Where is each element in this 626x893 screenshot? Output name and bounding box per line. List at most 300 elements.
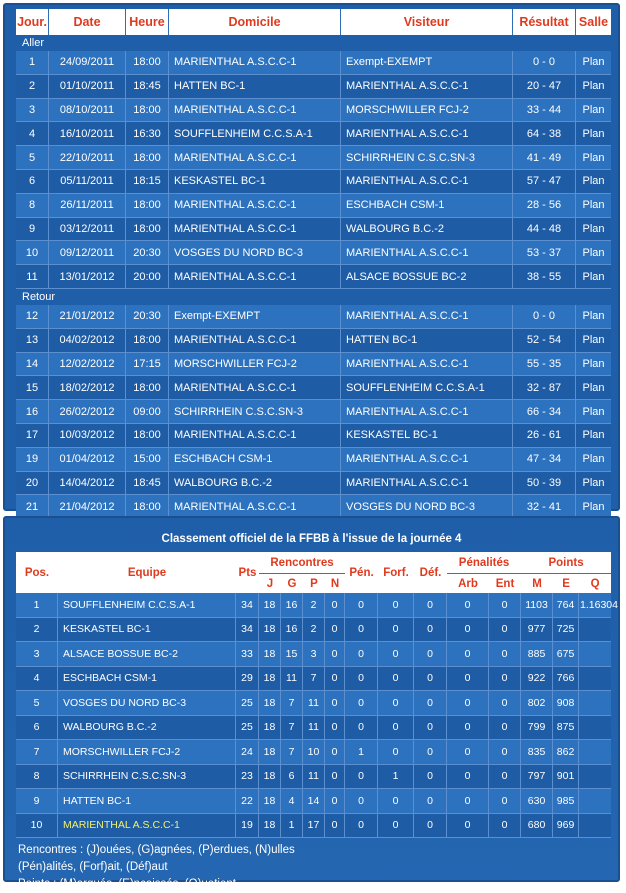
standing-j: 18 xyxy=(259,765,281,790)
match-domicile: MARIENTHAL A.S.C.C-1 xyxy=(169,194,341,218)
col-pen-header: Pén. xyxy=(345,552,378,593)
match-domicile: ESCHBACH CSM-1 xyxy=(169,448,341,472)
standing-pts: 34 xyxy=(236,618,259,643)
standing-pts: 22 xyxy=(236,789,259,814)
aller-section xyxy=(16,35,611,51)
standing-n: 0 xyxy=(325,691,345,716)
standing-j: 18 xyxy=(259,618,281,643)
standing-g: 11 xyxy=(281,667,303,692)
match-visiteur: Exempt-EXEMPT xyxy=(341,51,513,75)
standings-table xyxy=(16,552,618,838)
standing-ent: 0 xyxy=(489,691,521,716)
col-j-header: J xyxy=(259,574,281,593)
standing-pen: 0 xyxy=(345,716,378,741)
match-heure: 20:00 xyxy=(126,265,169,289)
standing-q xyxy=(579,789,611,814)
standing-arb: 0 xyxy=(447,667,489,692)
match-resultat: 20 - 47 xyxy=(513,75,576,99)
match-date: 18/02/2012 xyxy=(49,376,126,400)
match-jour: 17 xyxy=(16,424,49,448)
standing-equipe: WALBOURG B.C.-2 xyxy=(58,716,236,741)
salle-plan-link[interactable]: Plan xyxy=(576,353,611,377)
salle-plan-link[interactable]: Plan xyxy=(576,51,611,75)
match-domicile: MARIENTHAL A.S.C.C-1 xyxy=(169,424,341,448)
standing-n: 0 xyxy=(325,716,345,741)
match-jour: 8 xyxy=(16,194,49,218)
standing-arb: 0 xyxy=(447,740,489,765)
match-domicile: MARIENTHAL A.S.C.C-1 xyxy=(169,146,341,170)
standing-def: 0 xyxy=(414,618,447,643)
standing-arb: 0 xyxy=(447,691,489,716)
standing-ent: 0 xyxy=(489,593,521,618)
col-jour-header: Jour. xyxy=(16,9,49,35)
salle-plan-link[interactable]: Plan xyxy=(576,218,611,242)
standing-pts: 33 xyxy=(236,642,259,667)
salle-plan-link[interactable]: Plan xyxy=(576,99,611,123)
standing-pos: 8 xyxy=(16,765,58,790)
col-salle-header: Salle xyxy=(576,9,611,35)
standing-m: 977 xyxy=(521,618,553,643)
standing-arb: 0 xyxy=(447,814,489,839)
standing-def: 0 xyxy=(414,765,447,790)
match-date: 01/10/2011 xyxy=(49,75,126,99)
standing-forf: 0 xyxy=(378,691,414,716)
salle-plan-link[interactable]: Plan xyxy=(576,495,611,519)
salle-plan-link[interactable]: Plan xyxy=(576,194,611,218)
match-date: 24/09/2011 xyxy=(49,51,126,75)
standing-g: 4 xyxy=(281,789,303,814)
col-p-header: P xyxy=(303,574,325,593)
standing-pos: 9 xyxy=(16,789,58,814)
standing-def: 0 xyxy=(414,814,447,839)
match-domicile: VOSGES DU NORD BC-3 xyxy=(169,241,341,265)
match-date: 10/03/2012 xyxy=(49,424,126,448)
salle-plan-link[interactable]: Plan xyxy=(576,75,611,99)
match-visiteur: MORSCHWILLER FCJ-2 xyxy=(341,99,513,123)
standing-forf: 0 xyxy=(378,642,414,667)
match-row xyxy=(16,472,611,496)
salle-plan-link[interactable]: Plan xyxy=(576,472,611,496)
standing-forf: 0 xyxy=(378,814,414,839)
standing-arb: 0 xyxy=(447,593,489,618)
standing-p: 11 xyxy=(303,765,325,790)
match-heure: 16:30 xyxy=(126,122,169,146)
standing-p: 2 xyxy=(303,618,325,643)
match-jour: 12 xyxy=(16,305,49,329)
match-date: 22/10/2011 xyxy=(49,146,126,170)
match-heure: 18:00 xyxy=(126,99,169,123)
standing-arb: 0 xyxy=(447,789,489,814)
standing-equipe: HATTEN BC-1 xyxy=(58,789,236,814)
match-row xyxy=(16,218,611,242)
standing-p: 7 xyxy=(303,667,325,692)
standing-equipe: SOUFFLENHEIM C.C.S.A-1 xyxy=(58,593,236,618)
standing-pen: 0 xyxy=(345,642,378,667)
match-resultat: 47 - 34 xyxy=(513,448,576,472)
salle-plan-link[interactable]: Plan xyxy=(576,400,611,424)
standings-header-row-1 xyxy=(16,552,611,574)
standings-panel xyxy=(3,516,620,890)
standing-n: 0 xyxy=(325,740,345,765)
standing-q: 1.16304 xyxy=(579,593,611,618)
standing-forf: 0 xyxy=(378,593,414,618)
standing-def: 0 xyxy=(414,667,447,692)
standing-pen: 0 xyxy=(345,667,378,692)
standings-title: Classement officiel de la FFBB à l'issue de la journée 4 xyxy=(161,533,462,545)
standing-e: 875 xyxy=(553,716,579,741)
match-row xyxy=(16,241,611,265)
standing-g: 16 xyxy=(281,618,303,643)
match-row xyxy=(16,376,611,400)
match-domicile: MARIENTHAL A.S.C.C-1 xyxy=(169,329,341,353)
match-heure: 18:15 xyxy=(126,170,169,194)
match-jour: 1 xyxy=(16,51,49,75)
match-heure: 18:00 xyxy=(126,51,169,75)
standing-n: 0 xyxy=(325,667,345,692)
salle-plan-link[interactable]: Plan xyxy=(576,329,611,353)
match-jour: 4 xyxy=(16,122,49,146)
standing-def: 0 xyxy=(414,789,447,814)
col-equipe-header: Equipe xyxy=(58,552,236,593)
match-heure: 15:00 xyxy=(126,448,169,472)
standing-arb: 0 xyxy=(447,716,489,741)
standing-j: 18 xyxy=(259,642,281,667)
match-resultat: 28 - 56 xyxy=(513,194,576,218)
standing-pos: 10 xyxy=(16,814,58,839)
standing-arb: 0 xyxy=(447,618,489,643)
standing-forf: 0 xyxy=(378,740,414,765)
match-jour: 13 xyxy=(16,329,49,353)
legend-line: Points : (M)arqués, (E)ncaissés, (Q)uotient xyxy=(18,878,236,890)
match-resultat: 0 - 0 xyxy=(513,305,576,329)
match-date: 03/12/2011 xyxy=(49,218,126,242)
match-heure: 20:30 xyxy=(126,241,169,265)
match-resultat: 64 - 38 xyxy=(513,122,576,146)
match-resultat: 41 - 49 xyxy=(513,146,576,170)
standing-pts: 29 xyxy=(236,667,259,692)
salle-plan-link[interactable]: Plan xyxy=(576,146,611,170)
match-visiteur: ALSACE BOSSUE BC-2 xyxy=(341,265,513,289)
standing-equipe: MORSCHWILLER FCJ-2 xyxy=(58,740,236,765)
standing-m: 885 xyxy=(521,642,553,667)
standing-def: 0 xyxy=(414,716,447,741)
col-e-header: E xyxy=(553,574,579,593)
standings-row xyxy=(16,691,611,716)
legend-line: Rencontres : (J)ouées, (G)agnées, (P)erdues, (N)ulles xyxy=(18,844,295,856)
standing-g: 6 xyxy=(281,765,303,790)
match-visiteur: KESKASTEL BC-1 xyxy=(341,424,513,448)
standings-row xyxy=(16,667,611,692)
match-date: 26/11/2011 xyxy=(49,194,126,218)
match-date: 09/12/2011 xyxy=(49,241,126,265)
match-jour: 16 xyxy=(16,400,49,424)
match-visiteur: WALBOURG B.C.-2 xyxy=(341,218,513,242)
standing-ent: 0 xyxy=(489,618,521,643)
standing-p: 11 xyxy=(303,691,325,716)
standing-forf: 0 xyxy=(378,618,414,643)
match-resultat: 0 - 0 xyxy=(513,51,576,75)
standing-n: 0 xyxy=(325,642,345,667)
match-date: 04/02/2012 xyxy=(49,329,126,353)
match-jour: 5 xyxy=(16,146,49,170)
rencontres-group-header: Rencontres xyxy=(259,552,345,574)
match-jour: 21 xyxy=(16,495,49,519)
match-resultat: 32 - 87 xyxy=(513,376,576,400)
standings-row xyxy=(16,814,611,839)
salle-plan-link[interactable]: Plan xyxy=(576,448,611,472)
match-visiteur: SOUFFLENHEIM C.C.S.A-1 xyxy=(341,376,513,400)
standing-ent: 0 xyxy=(489,765,521,790)
match-visiteur: ESCHBACH CSM-1 xyxy=(341,194,513,218)
match-domicile: Exempt-EXEMPT xyxy=(169,305,341,329)
standing-g: 7 xyxy=(281,740,303,765)
match-jour: 9 xyxy=(16,218,49,242)
match-row xyxy=(16,146,611,170)
salle-plan-link[interactable]: Plan xyxy=(576,170,611,194)
standing-m: 922 xyxy=(521,667,553,692)
standing-p: 3 xyxy=(303,642,325,667)
standings-row xyxy=(16,642,611,667)
match-resultat: 57 - 47 xyxy=(513,170,576,194)
match-visiteur: MARIENTHAL A.S.C.C-1 xyxy=(341,241,513,265)
match-row xyxy=(16,448,611,472)
match-date: 13/01/2012 xyxy=(49,265,126,289)
standing-pos: 1 xyxy=(16,593,58,618)
salle-plan-link[interactable]: Plan xyxy=(576,241,611,265)
match-domicile: KESKASTEL BC-1 xyxy=(169,170,341,194)
standing-q xyxy=(579,618,611,643)
match-row xyxy=(16,99,611,123)
standing-e: 862 xyxy=(553,740,579,765)
match-visiteur: MARIENTHAL A.S.C.C-1 xyxy=(341,170,513,194)
match-date: 14/04/2012 xyxy=(49,472,126,496)
col-date-header: Date xyxy=(49,9,126,35)
standing-q xyxy=(579,765,611,790)
standing-m: 1103 xyxy=(521,593,553,618)
match-domicile: HATTEN BC-1 xyxy=(169,75,341,99)
col-pos-header: Pos. xyxy=(16,552,58,593)
match-domicile: MARIENTHAL A.S.C.C-1 xyxy=(169,265,341,289)
match-row xyxy=(16,170,611,194)
standing-pos: 3 xyxy=(16,642,58,667)
aller-section-label: Aller xyxy=(22,37,45,49)
match-row xyxy=(16,122,611,146)
standing-ent: 0 xyxy=(489,716,521,741)
standing-e: 908 xyxy=(553,691,579,716)
standing-forf: 0 xyxy=(378,716,414,741)
standing-n: 0 xyxy=(325,618,345,643)
standing-pen: 0 xyxy=(345,593,378,618)
retour-section xyxy=(16,289,611,305)
match-jour: 19 xyxy=(16,448,49,472)
match-resultat: 26 - 61 xyxy=(513,424,576,448)
match-heure: 18:45 xyxy=(126,472,169,496)
standing-m: 799 xyxy=(521,716,553,741)
standing-def: 0 xyxy=(414,642,447,667)
standing-forf: 1 xyxy=(378,765,414,790)
standing-pen: 0 xyxy=(345,765,378,790)
match-heure: 20:30 xyxy=(126,305,169,329)
standing-e: 985 xyxy=(553,789,579,814)
standing-def: 0 xyxy=(414,691,447,716)
standing-equipe: ESCHBACH CSM-1 xyxy=(58,667,236,692)
match-heure: 18:00 xyxy=(126,218,169,242)
match-jour: 11 xyxy=(16,265,49,289)
standing-pts: 25 xyxy=(236,716,259,741)
match-heure: 18:00 xyxy=(126,146,169,170)
standing-q xyxy=(579,691,611,716)
match-row xyxy=(16,329,611,353)
salle-plan-link[interactable]: Plan xyxy=(576,424,611,448)
standing-forf: 0 xyxy=(378,789,414,814)
col-arb-header: Arb xyxy=(447,574,489,593)
col-ent-header: Ent xyxy=(489,574,521,593)
match-visiteur: MARIENTHAL A.S.C.C-1 xyxy=(341,472,513,496)
standing-def: 0 xyxy=(414,740,447,765)
match-date: 21/04/2012 xyxy=(49,495,126,519)
match-jour: 6 xyxy=(16,170,49,194)
match-jour: 14 xyxy=(16,353,49,377)
match-row xyxy=(16,424,611,448)
match-heure: 18:45 xyxy=(126,75,169,99)
standing-g: 15 xyxy=(281,642,303,667)
standing-ent: 0 xyxy=(489,740,521,765)
standing-j: 18 xyxy=(259,691,281,716)
match-resultat: 44 - 48 xyxy=(513,218,576,242)
col-visiteur-header: Visiteur xyxy=(341,9,513,35)
standing-pen: 0 xyxy=(345,789,378,814)
col-n-header: N xyxy=(325,574,345,593)
standings-row xyxy=(16,593,611,618)
standing-g: 1 xyxy=(281,814,303,839)
standing-forf: 0 xyxy=(378,667,414,692)
points-group-header: Points xyxy=(521,552,611,574)
standing-m: 630 xyxy=(521,789,553,814)
match-date: 21/01/2012 xyxy=(49,305,126,329)
standing-q xyxy=(579,642,611,667)
match-domicile: MARIENTHAL A.S.C.C-1 xyxy=(169,376,341,400)
standing-q xyxy=(579,740,611,765)
standing-n: 0 xyxy=(325,789,345,814)
standing-m: 835 xyxy=(521,740,553,765)
standings-legend xyxy=(5,838,618,893)
standing-ent: 0 xyxy=(489,667,521,692)
standing-p: 14 xyxy=(303,789,325,814)
standing-pts: 34 xyxy=(236,593,259,618)
match-visiteur: MARIENTHAL A.S.C.C-1 xyxy=(341,353,513,377)
standing-p: 17 xyxy=(303,814,325,839)
standing-pos: 2 xyxy=(16,618,58,643)
match-date: 05/11/2011 xyxy=(49,170,126,194)
standing-q xyxy=(579,814,611,839)
match-date: 01/04/2012 xyxy=(49,448,126,472)
match-jour: 15 xyxy=(16,376,49,400)
standing-pos: 6 xyxy=(16,716,58,741)
salle-plan-link[interactable]: Plan xyxy=(576,122,611,146)
standing-g: 7 xyxy=(281,691,303,716)
match-visiteur: MARIENTHAL A.S.C.C-1 xyxy=(341,305,513,329)
match-row xyxy=(16,305,611,329)
standing-e: 675 xyxy=(553,642,579,667)
standing-p: 2 xyxy=(303,593,325,618)
standing-pen: 0 xyxy=(345,618,378,643)
standing-e: 725 xyxy=(553,618,579,643)
standing-q xyxy=(579,667,611,692)
standing-m: 680 xyxy=(521,814,553,839)
match-visiteur: SCHIRRHEIN C.S.C.SN-3 xyxy=(341,146,513,170)
match-heure: 18:00 xyxy=(126,329,169,353)
standing-def: 0 xyxy=(414,593,447,618)
standings-row xyxy=(16,789,611,814)
match-domicile: SOUFFLENHEIM C.C.S.A-1 xyxy=(169,122,341,146)
salle-plan-link[interactable]: Plan xyxy=(576,305,611,329)
match-visiteur: MARIENTHAL A.S.C.C-1 xyxy=(341,400,513,424)
standing-pts: 25 xyxy=(236,691,259,716)
match-heure: 09:00 xyxy=(126,400,169,424)
standing-j: 18 xyxy=(259,814,281,839)
match-heure: 18:00 xyxy=(126,495,169,519)
col-resultat-header: Résultat xyxy=(513,9,576,35)
match-visiteur: MARIENTHAL A.S.C.C-1 xyxy=(341,75,513,99)
match-resultat: 53 - 37 xyxy=(513,241,576,265)
standing-j: 18 xyxy=(259,740,281,765)
standing-g: 16 xyxy=(281,593,303,618)
standing-pen: 0 xyxy=(345,691,378,716)
match-domicile: MARIENTHAL A.S.C.C-1 xyxy=(169,218,341,242)
standings-row xyxy=(16,716,611,741)
standing-pts: 19 xyxy=(236,814,259,839)
match-resultat: 66 - 34 xyxy=(513,400,576,424)
standing-pen: 0 xyxy=(345,814,378,839)
standing-p: 10 xyxy=(303,740,325,765)
standing-j: 18 xyxy=(259,593,281,618)
match-heure: 18:00 xyxy=(126,194,169,218)
standings-row xyxy=(16,618,611,643)
match-visiteur: MARIENTHAL A.S.C.C-1 xyxy=(341,448,513,472)
match-jour: 2 xyxy=(16,75,49,99)
match-jour: 10 xyxy=(16,241,49,265)
standing-e: 901 xyxy=(553,765,579,790)
standing-n: 0 xyxy=(325,765,345,790)
match-domicile: MORSCHWILLER FCJ-2 xyxy=(169,353,341,377)
standing-n: 0 xyxy=(325,814,345,839)
col-domicile-header: Domicile xyxy=(169,9,341,35)
standing-equipe: KESKASTEL BC-1 xyxy=(58,618,236,643)
standing-m: 802 xyxy=(521,691,553,716)
standing-n: 0 xyxy=(325,593,345,618)
match-domicile: MARIENTHAL A.S.C.C-1 xyxy=(169,51,341,75)
match-domicile: MARIENTHAL A.S.C.C-1 xyxy=(169,495,341,519)
schedule-header-row xyxy=(16,9,611,35)
standing-ent: 0 xyxy=(489,789,521,814)
salle-plan-link[interactable]: Plan xyxy=(576,265,611,289)
standing-g: 7 xyxy=(281,716,303,741)
standing-pen: 1 xyxy=(345,740,378,765)
standing-ent: 0 xyxy=(489,814,521,839)
standing-p: 11 xyxy=(303,716,325,741)
standings-row xyxy=(16,765,611,790)
match-resultat: 38 - 55 xyxy=(513,265,576,289)
standing-equipe: ALSACE BOSSUE BC-2 xyxy=(58,642,236,667)
match-row xyxy=(16,265,611,289)
salle-plan-link[interactable]: Plan xyxy=(576,376,611,400)
standing-pos: 5 xyxy=(16,691,58,716)
match-row xyxy=(16,75,611,99)
standing-m: 797 xyxy=(521,765,553,790)
match-heure: 18:00 xyxy=(126,424,169,448)
standing-equipe: SCHIRRHEIN C.S.C.SN-3 xyxy=(58,765,236,790)
legend-line: (Pén)alités, (Forf)ait, (Déf)aut xyxy=(18,861,168,873)
